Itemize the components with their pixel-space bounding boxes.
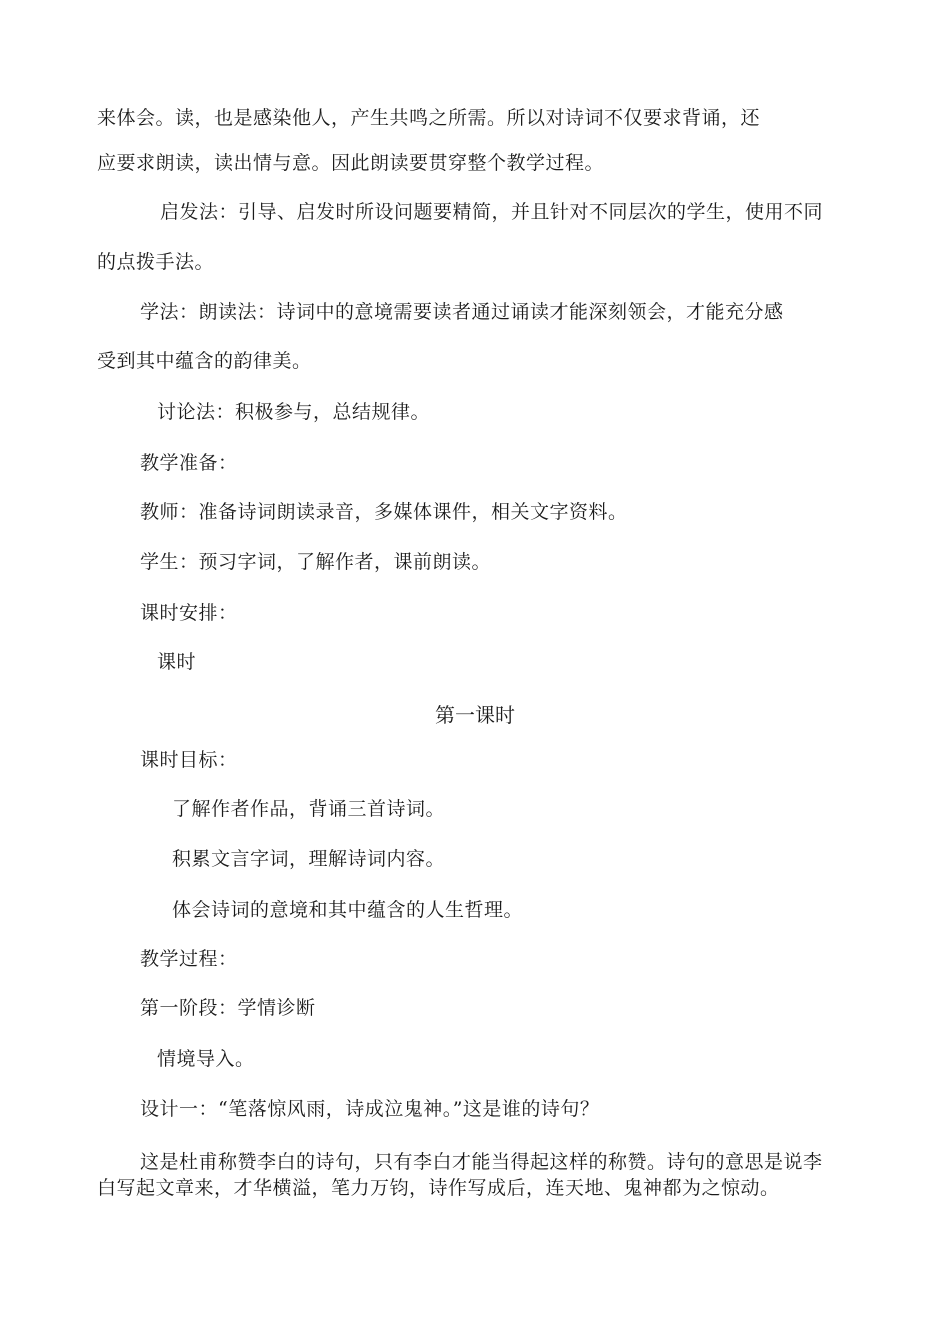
paragraph-line: 学法：朗读法：诗词中的意境需要读者通过诵读才能深刻领会，才能充分感 (140, 301, 784, 323)
paragraph-line: 白写起文章来，才华横溢，笔力万钧，诗作写成后，连天地、鬼神都为之惊动。 (97, 1177, 780, 1199)
paragraph-line: 教师：准备诗词朗读录音，多媒体课件，相关文字资料。 (140, 501, 628, 523)
section-heading: 第一阶段：学情诊断 (140, 997, 316, 1019)
section-heading: 课时安排： (140, 602, 238, 624)
paragraph-line: 设计一：“笔落惊风雨，诗成泣鬼神。”这是谁的诗句？ (140, 1098, 600, 1120)
paragraph-line: 来体会。读，也是感染他人，产生共鸣之所需。所以对诗词不仅要求背诵，还 (97, 107, 761, 129)
paragraph-line: 启发法：引导、启发时所设问题要精简，并且针对不同层次的学生，使用不同 (160, 201, 824, 223)
paragraph-line: 讨论法：积极参与，总结规律。 (157, 401, 431, 423)
section-heading: 教学准备： (140, 452, 238, 474)
paragraph-line: 的点拨手法。 (97, 251, 215, 273)
lesson-title: 第一课时 (435, 703, 515, 727)
paragraph-line: 情境导入。 (157, 1048, 255, 1070)
paragraph-line: 学生：预习字词，了解作者，课前朗读。 (140, 551, 492, 573)
list-item: 积累文言字词，理解诗词内容。 (172, 848, 446, 870)
paragraph-line: 应要求朗读，读出情与意。因此朗读要贯穿整个教学过程。 (97, 152, 605, 174)
paragraph-line: 课时 (157, 651, 197, 673)
paragraph-line: 这是杜甫称赞李白的诗句，只有李白才能当得起这样的称赞。诗句的意思是说李 (140, 1151, 823, 1173)
paragraph-line: 受到其中蕴含的韵律美。 (97, 350, 312, 372)
section-heading: 教学过程： (140, 948, 238, 970)
list-item: 体会诗词的意境和其中蕴含的人生哲理。 (172, 899, 524, 921)
section-heading: 课时目标： (140, 749, 238, 771)
list-item: 了解作者作品，背诵三首诗词。 (172, 798, 446, 820)
